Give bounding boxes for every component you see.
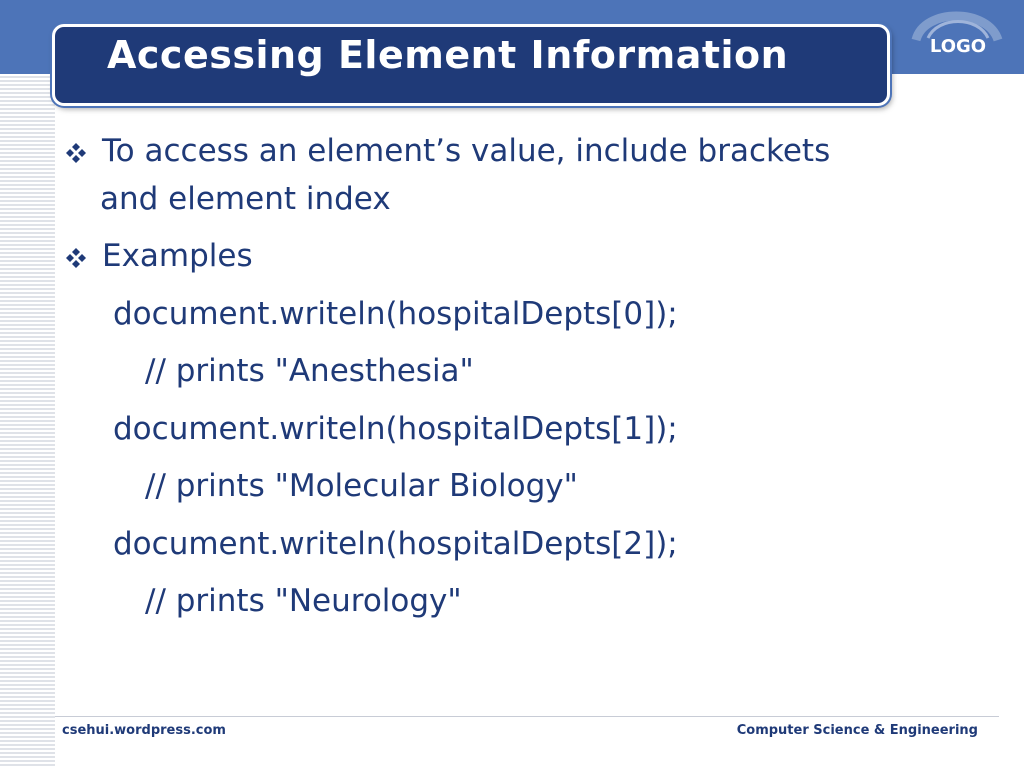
bullet-line: and element index xyxy=(100,181,391,217)
logo-text: LOGO xyxy=(929,36,987,57)
footer-department: Computer Science & Engineering xyxy=(736,723,978,738)
footer-divider xyxy=(55,716,999,717)
diamond-bullet-icon xyxy=(64,246,88,270)
code-comment: // prints "Neurology" xyxy=(145,583,462,619)
bullet-line: To access an element’s value, include brackets xyxy=(102,133,831,169)
bullet-line: Examples xyxy=(102,238,253,274)
footer-website: csehui.wordpress.com xyxy=(62,723,226,738)
slide-title: Accessing Element Information xyxy=(107,33,789,77)
code-line: document.writeln(hospitalDepts[2]); xyxy=(113,526,678,562)
code-comment: // prints "Anesthesia" xyxy=(145,353,474,389)
code-line: document.writeln(hospitalDepts[1]); xyxy=(113,411,678,447)
code-comment: // prints "Molecular Biology" xyxy=(145,468,578,504)
diamond-bullet-icon xyxy=(64,141,88,165)
code-line: document.writeln(hospitalDepts[0]); xyxy=(113,296,678,332)
